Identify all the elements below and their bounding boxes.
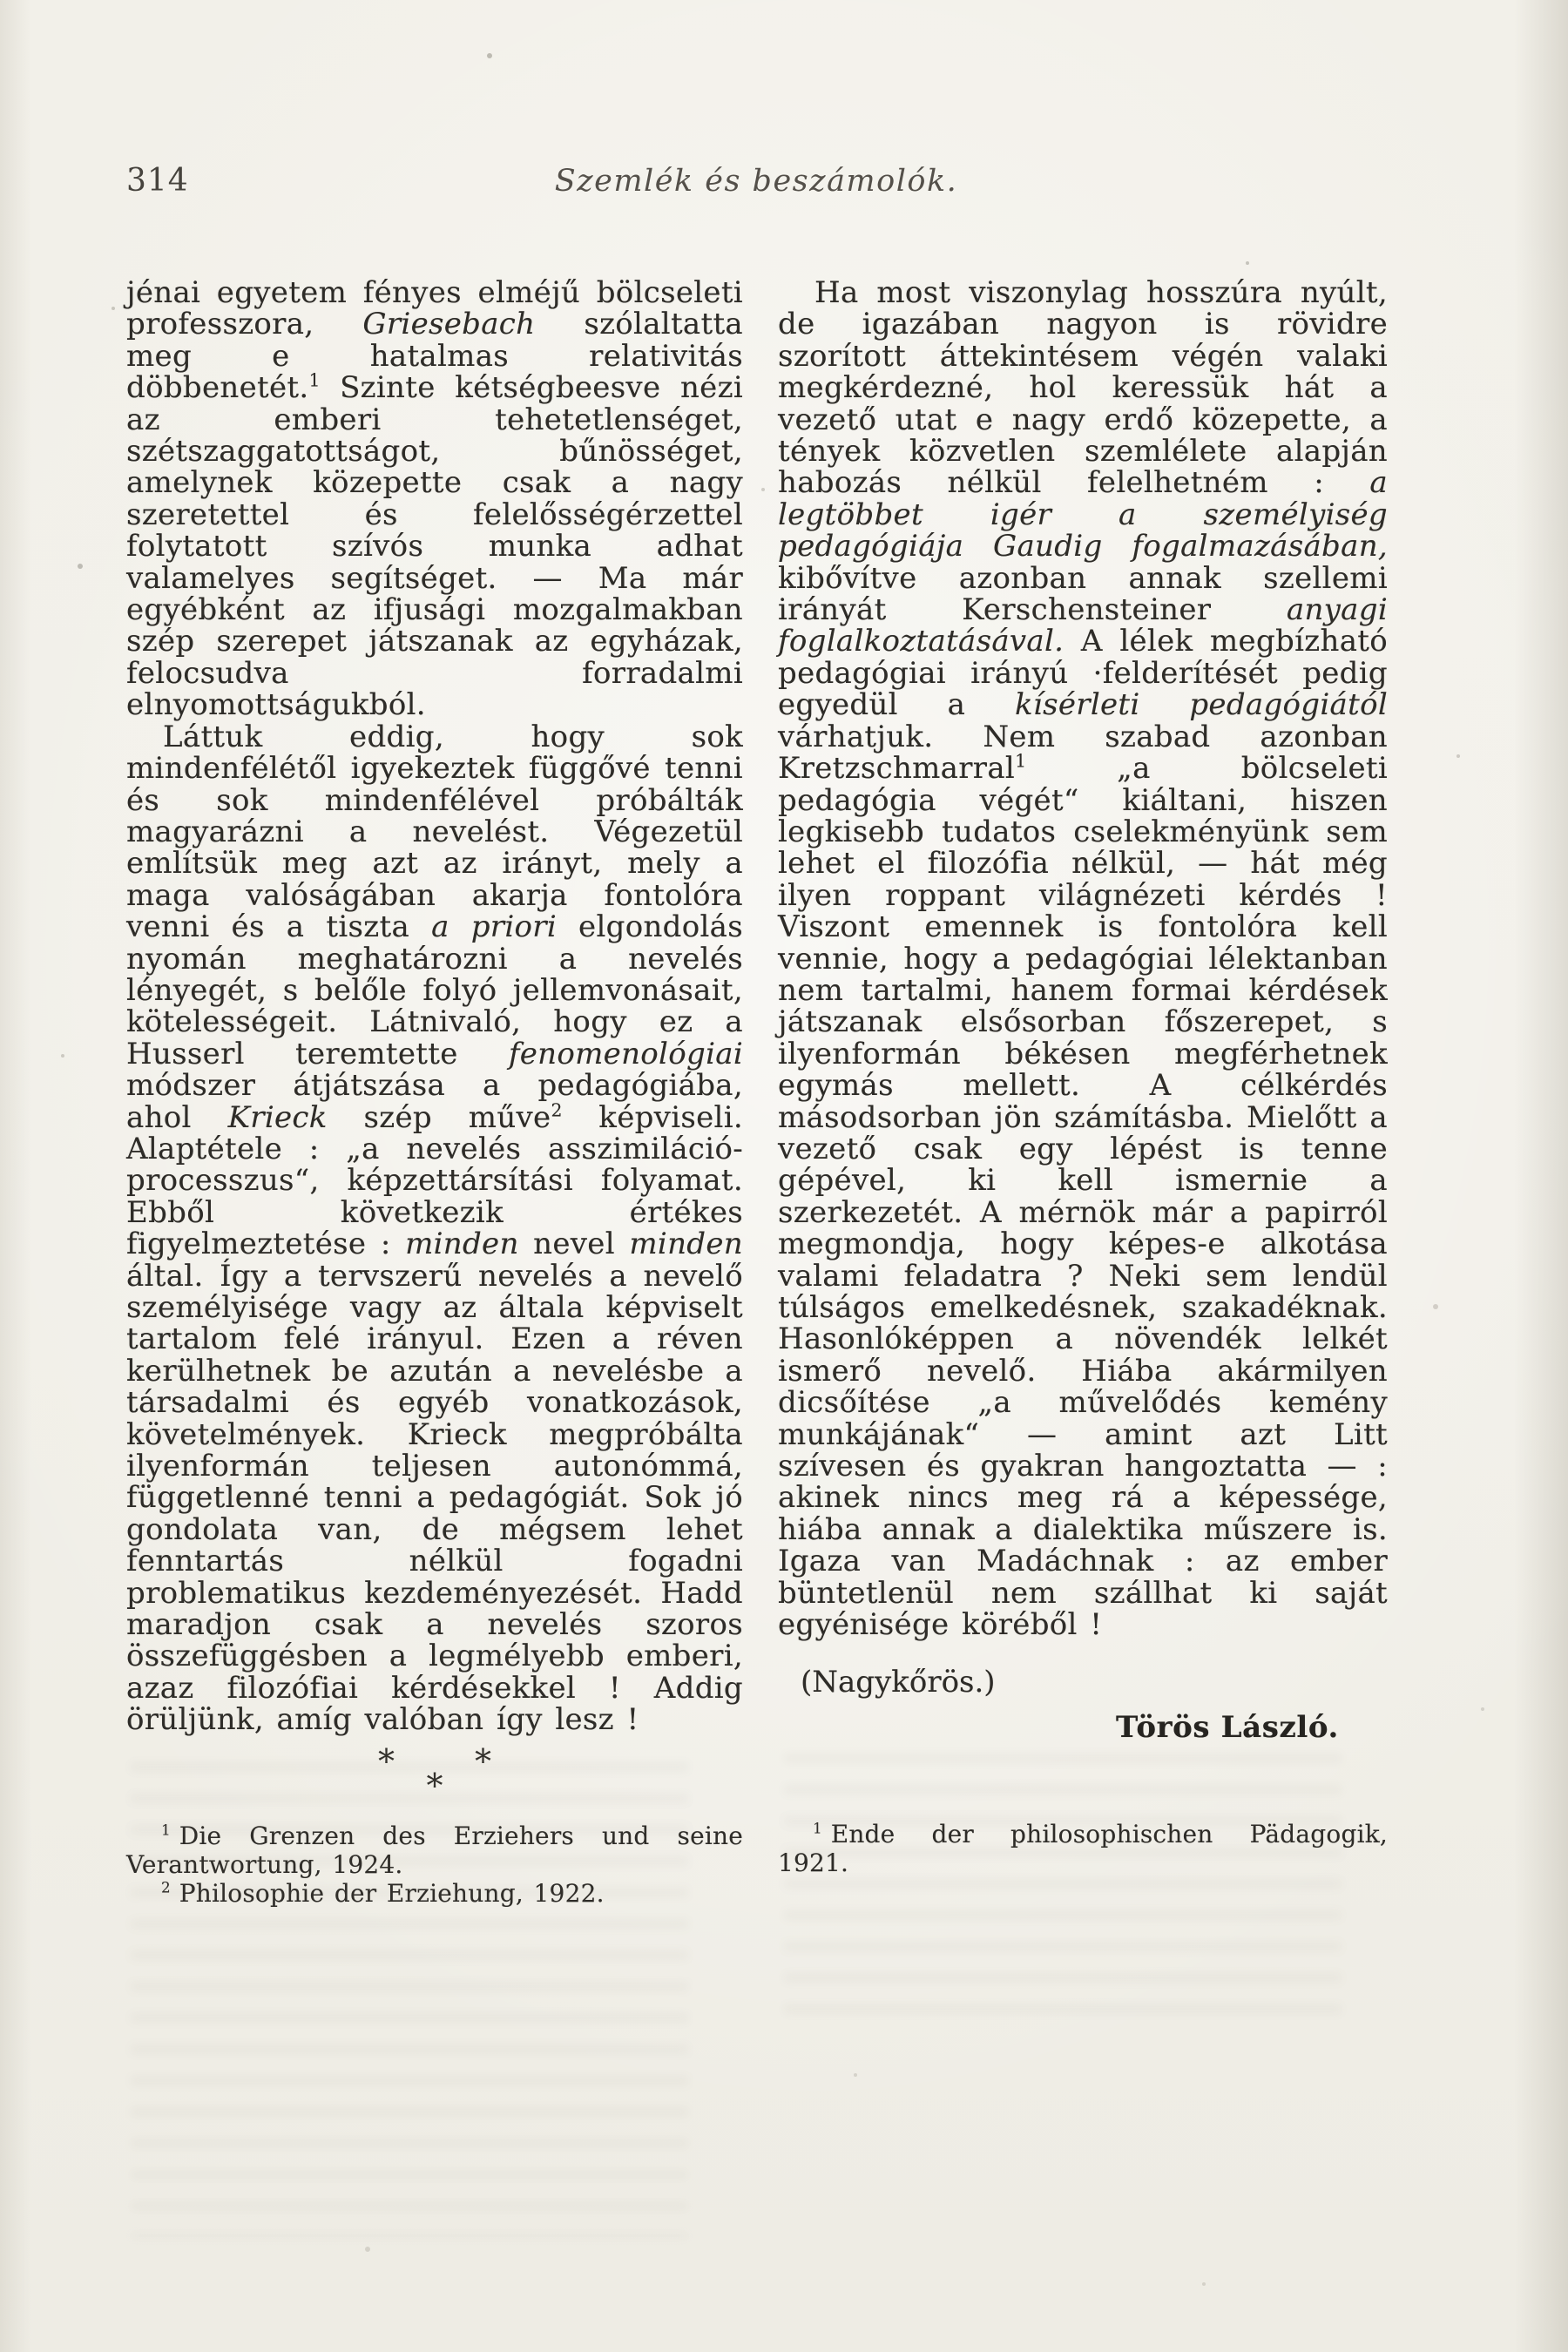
asterisk-glyph: * [426, 1766, 443, 1805]
page-header [126, 162, 1386, 202]
asterisk-glyph: * [475, 1741, 491, 1781]
paragraph: Láttuk eddig, hogy sok mindenfélétől igyekeztek függővé tenni és sok mindenfélével próbálták magyarázni a nevelést. Végezetül említsük meg azt az irányt, mely a maga valóságában akarja fontolóra venni és a tiszta a priori elgondolás nyomán meghatározni a nevelés lényegét, s belőle folyó jellemvonásait, kötelességeit. Látnivaló, hogy ez a Husserl teremtette fenomenológiai módszer átjátszása a pedagógiába, ahol Krieck szép műve$^2$ képviseli. Alaptétele : „a nevelés asszimiláció-processzus“, képzettársítási folyamat. Ebből következik értékes figyelmeztetése : minden nevel minden által. Így a tervszerű nevelés a nevelő személyisége vagy az általa képviselt tartalom felé irányul. Ezen a réven kerülhetnek be azután a nevelésbe a társadalmi és egyéb vonatkozások, követelmények. Krieck megpróbálta ilyenformán teljesen autonómmá, függetlenné tenni a pedagógiát. Sok jó gondolata van, de mégsem lehet fenntartás nélkül fogadni problematikus kezdeményezését. Hadd maradjon csak a nevelés szoros összefüggésben a legmélyebb emberi, azaz filozófiai kérdésekkel ! Addig örüljünk, amíg valóban így lesz ! [126, 719, 744, 1738]
footnote-text: Philosophie der Erziehung, 1922. [179, 1878, 605, 1908]
page-bleedthrough [784, 1742, 1342, 2030]
page-number: 314 [126, 163, 189, 199]
footnote-marker: 1 [813, 1820, 822, 1838]
page-bleedthrough [131, 1751, 688, 2239]
text-columns [126, 277, 1388, 1908]
footnote-text: Die Grenzen des Erziehers und seine Verantwortung, 1924. [126, 1821, 743, 1879]
footnote-text: Ende der philosophischen Pädagogik, 1921. [778, 1820, 1388, 1878]
paragraph: jénai egyetem fényes elméjű bölcseleti professzora, Griesebach szólaltatta meg e hatalmas relativitás döbbenetét.$^1$ Szinte kétségbeesve nézi az emberi tehetetlenséget, szétszaggatottságot, bűnösséget, amelynek közepette csak a nagy szeretettel és felelősségérzettel folytatott szívós munka adhat valamelyes segítséget. — Ma már egyébként az ifjusági mozgalmakban szép szerepet játszanak az egyházak, felocsudva forradalmi elnyomottságukból. [126, 275, 743, 723]
left-column [126, 277, 743, 1908]
scan-noise-specks [0, 0, 3, 3]
footnote-marker: 1 [161, 1821, 171, 1839]
right-column [778, 277, 1388, 1908]
footnote-marker: 2 [161, 1878, 171, 1896]
author-signature: Törös László. [1116, 1710, 1339, 1746]
paragraph: Ha most viszonylag hosszúra nyúlt, de igazában nagyon is rövidre szorított áttekintésem végén valaki megkérdezné, hol keressük hát a vezető utat e nagy erdő közepette, a tények közvetlen szemlélete alapján habozás nélkül felelhetném : a legtöbbet igér a személyiség pedagógiája Gaudig fogalmazásában, kibővítve azonban annak szellemi irányát Kerschensteiner anyagi foglalkoztatásával. A lélek megbízható pedagógiai irányú ·felderítését pedig egyedül a kísérleti pedagógiától várhatjuk. Nem szabad azonban Kretzschmarral$^1$ „a bölcseleti pedagógia végét“ kiáltani, hiszen legkisebb tudatos cselekményünk sem lehet el filozófia nélkül, — hát még ilyen roppant világnézeti kérdés ! Viszont emennek is fontolóra kell vennie, hogy a pedagógiai lélektanban nem tartalmi, hanem formai kérdések játszanak elsősorban főszerepet, s ilyenformán békésen megférhetnek egymás mellett. A célkérdés másodsorban jön számításba. Mielőtt a vezető csak egy lépést is tenne gépével, ki kell ismernie a szerkezetét. A mérnök már a papirról megmondja, hogy képes-e alkotása valami feladatra ? Neki sem lendül túlságos emelkedésnek, szakadéknak. Hasonlóképpen a növendék lelkét ismerő nevelő. Hiába akármilyen dicsőítése „a művelődés kemény munkájának“ — amint azt Litt szívesen és gyakran hangoztatta — : akinek nincs meg rá a képessége, hiába annak a dialektika műszere is. Igaza van Madáchnak : az ember büntetlenül nem szállhat ki saját egyénisége köréből ! [778, 275, 1389, 1643]
place-line: (Nagykőrös.) [801, 1665, 996, 1700]
running-title: Szemlék és beszámolók. [554, 164, 958, 199]
asterisk-glyph: * [378, 1741, 395, 1781]
